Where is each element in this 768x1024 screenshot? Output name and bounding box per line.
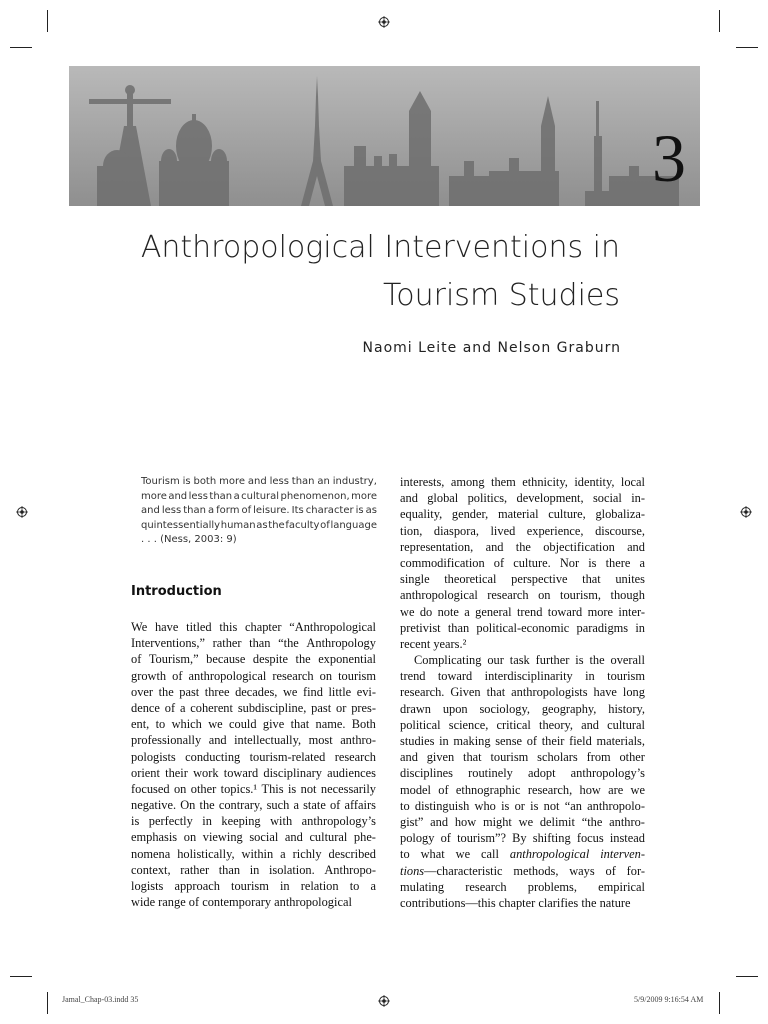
text-line: tions—characteristic methods, ways of for- [400,863,645,878]
text-line: trend toward interdisciplinarity in tourism [400,669,645,684]
text-line: ent, to which we could give that name. Both [131,717,376,732]
right-column-text [400,474,645,911]
chapter-title-line: Tourism Studies [383,278,620,313]
text-line: interests, among them ethnicity, identity, local [400,475,645,489]
registration-mark-icon [740,506,752,518]
crop-mark [736,47,758,48]
text-line: to what we call anthropological interven- [400,847,645,862]
text-line: contributions—this chapter clarifies the nature [400,895,631,910]
registration-mark-icon [16,506,28,518]
text-line: professionally and intellectually, most anthro- [131,733,376,748]
crop-mark [47,992,48,1014]
section-heading: Introduction [131,584,222,599]
text-line: pologists conducting tourism-related research [131,749,376,764]
text-line: . . . (Ness, 2003: 9) [141,534,237,545]
crop-mark [10,47,32,48]
text-line: pretivist than political-economic paradigms in [400,620,645,635]
text-line: orient their work toward disciplinary audiences [131,765,376,780]
chapter-title [120,224,620,320]
text-line: representation, and the objectification and [400,539,645,554]
epigraph [141,475,377,548]
text-line: to distinguish who is or is not “an anthropolo- [400,798,645,813]
text-line: is perfectly in keeping with anthropology’s [131,814,376,829]
text-line: single theoretical perspective that unites [400,572,645,587]
text-line: commodification of culture. Nor is there a [400,555,645,570]
text-line: focused on other topics.¹ This is not necessarily [131,781,376,796]
text-line: mulating research problems, empirical [400,879,645,894]
text-line: equality, gender, material culture, globaliza- [400,507,645,522]
text-line: gist” and how might we delimit “the anthro- [400,814,645,829]
text-line: logists approach tourism in relation to a [131,879,376,893]
text-line: and less than a form of leisure. Its character is as [141,505,377,516]
text-line: drawn upon sociology, geography, history, [400,701,645,716]
registration-mark-icon [378,995,390,1007]
chapter-number: 3 [652,120,686,196]
crop-mark [10,976,32,977]
text-line: pology of tourism”? By shifting focus instead [400,831,645,846]
text-line: growth of anthropological research on tourism [131,668,376,683]
chapter-title-line: Anthropological Interventions in [140,230,620,265]
text-line: We have titled this chapter “Anthropological [131,620,376,634]
text-line: over the past three decades, we find little evi- [131,684,376,699]
text-line: disciplines routinely adopt anthropology’s [400,766,645,781]
registration-mark-icon [378,16,390,28]
text-line: of Tourism,” because despite the exponential [131,652,376,667]
crop-mark [719,10,720,32]
text-line: model of ethnographic research, how are we [400,782,645,797]
text-line: emphasis on viewing social and cultural phe- [131,830,376,845]
crop-mark [47,10,48,32]
text-line: Tourism is both more and less than an industry, [141,476,377,487]
text-line: Interventions,” rather than “the Anthropology [131,636,376,651]
text-line: quintessentially human as the faculty of language [141,519,377,531]
text-line: anthropological research on tourism, though [400,588,645,603]
text-line: Complicating our task further is the overall [414,653,645,668]
text-line: more and less than a cultural phenomenon, more [141,490,377,502]
text-line: political science, critical theory, and cultural [400,717,645,732]
text-line: and global politics, development, social in- [400,491,645,506]
text-line: dence of a coherent subdiscipline, past or pres- [131,700,376,715]
chapter-authors: Naomi Leite and Nelson Graburn [362,340,621,356]
text-line: research. Given that anthropologists have long [400,685,645,700]
slug-datetime: 5/9/2009 9:16:54 AM [634,995,704,1004]
text-line: tion, diaspora, lived experience, discourse, [400,523,645,538]
text-line: studies in making sense of their field materials, [400,734,645,748]
text-line: we do note a general trend toward more inter- [400,604,645,619]
slug-file-info: Jamal_Chap-03.indd 35 [62,995,139,1004]
crop-mark [736,976,758,977]
text-line: context, rather than in isolation. Anthropo- [131,862,376,877]
chapter-banner [69,66,700,206]
left-column-text [131,619,376,910]
text-line: negative. On the contrary, such a state of affairs [131,798,376,813]
skyline-illustration [69,66,700,206]
text-line: and given that tourism scholars from other [400,750,645,765]
crop-mark [719,992,720,1014]
text-line: recent years.² [400,636,467,651]
text-line: nomena holistically, within a richly described [131,846,376,861]
text-line: wide range of contemporary anthropological [131,895,352,910]
